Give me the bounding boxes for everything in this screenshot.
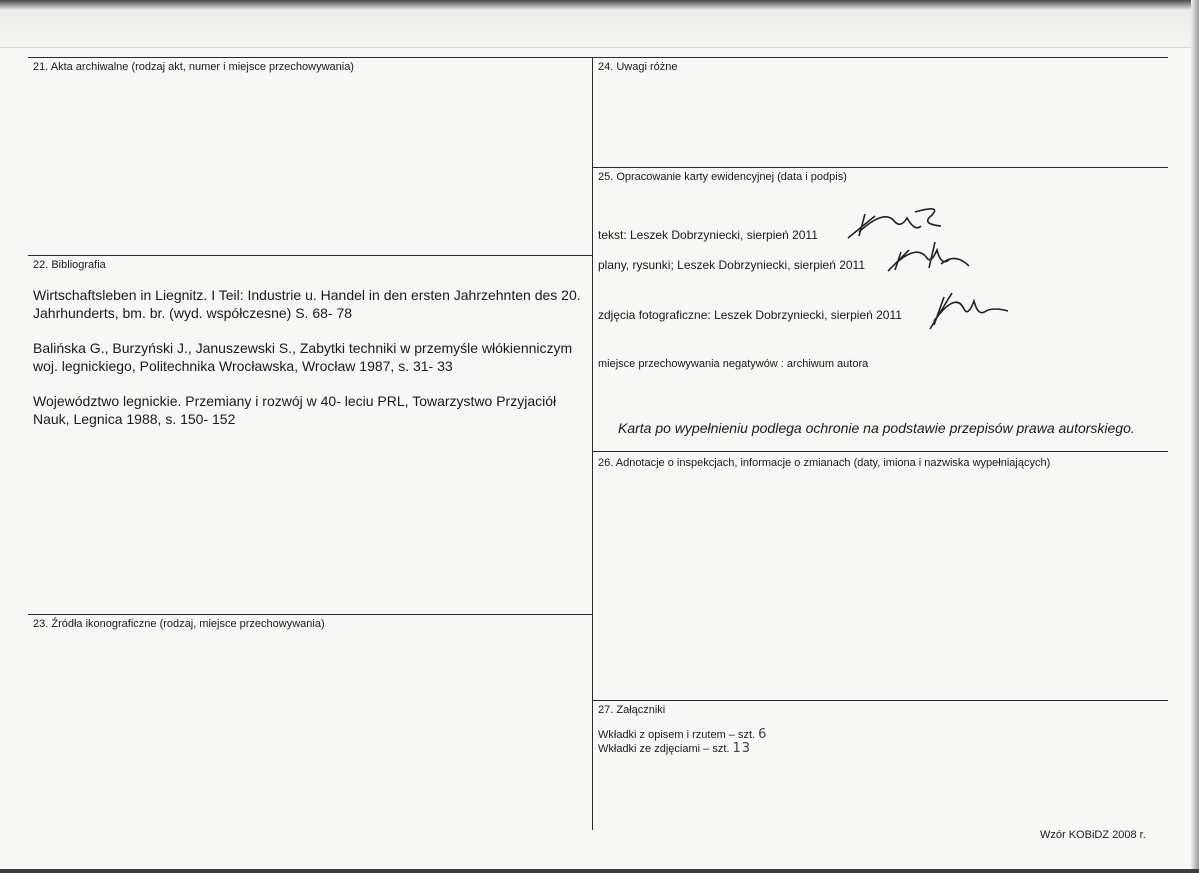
bibliography-list bbox=[33, 286, 591, 445]
divider-25 bbox=[592, 167, 1168, 168]
section-21-title: 21. Akta archiwalne (rodzaj akt, numer i miejsce przechowywania) bbox=[33, 61, 354, 73]
signature-2 bbox=[885, 238, 975, 274]
bibliography-entry: Wirtschaftsleben in Liegnitz. I Teil: Industrie u. Handel in den ersten Jahrzehnten des 20. Jahrhunderts, bm. br. (wyd. współczesne) S. 68- 78 bbox=[33, 287, 581, 321]
divider-22 bbox=[28, 255, 592, 256]
attachments-line-1-count: 6 bbox=[758, 727, 768, 742]
divider-27 bbox=[592, 700, 1168, 701]
bibliography-entry: Balińska G., Burzyński J., Januszewski S., Zabytki techniki w przemyśle włókienniczym woj. legnickiego, Politechnika Wrocławska, Wrocław 1987, s. 31- 33 bbox=[33, 340, 573, 374]
author-plans-line: plany, rysunki; Leszek Dobrzyniecki, sierpień 2011 bbox=[598, 258, 866, 272]
attachments-line-1 bbox=[598, 728, 767, 742]
copyright-notice: Karta po wypełnieniu podlega ochronie na podstawie przepisów prawa autorskiego. bbox=[618, 420, 1135, 436]
scan-right-edge bbox=[1191, 0, 1199, 873]
attachments-line-2-count: 13 bbox=[732, 741, 752, 756]
negatives-location-line: miejsce przechowywania negatywów : archiwum autora bbox=[598, 358, 869, 370]
scan-bottom-edge bbox=[0, 869, 1199, 873]
divider-21 bbox=[28, 57, 592, 58]
divider-24 bbox=[592, 57, 1168, 58]
attachments-line-2 bbox=[598, 742, 751, 756]
scan-top-band bbox=[0, 0, 1199, 48]
section-24-title: 24. Uwagi różne bbox=[598, 61, 678, 73]
bibliography-entry: Województwo legnickie. Przemiany i rozwój w 40- leciu PRL, Towarzystwo Przyjaciół Nauk, Legnica 1988, s. 150- 152 bbox=[33, 393, 557, 427]
section-25-title: 25. Opracowanie karty ewidencyjnej (data i podpis) bbox=[598, 171, 847, 183]
attachments-line-2-label: Wkładki ze zdjęciami – szt. bbox=[598, 743, 730, 755]
signature-1 bbox=[845, 202, 945, 242]
section-26-title: 26. Adnotacje o inspekcjach, informacje o zmianach (daty, imiona i nazwiska wypełniających) bbox=[598, 457, 1051, 469]
attachments-line-1-label: Wkładki z opisem i rzutem – szt. bbox=[598, 729, 756, 741]
form-template-footer: Wzór KOBiDZ 2008 r. bbox=[1040, 829, 1146, 841]
signature-3 bbox=[928, 287, 1010, 331]
scan-top-line bbox=[0, 47, 1199, 48]
divider-26 bbox=[592, 451, 1168, 452]
column-divider bbox=[592, 57, 593, 830]
author-text-line: tekst: Leszek Dobrzyniecki, sierpień 2011 bbox=[598, 228, 818, 242]
section-22-title: 22. Bibliografia bbox=[33, 259, 106, 271]
section-23-title: 23. Źródła ikonograficzne (rodzaj, miejsce przechowywania) bbox=[33, 618, 325, 630]
divider-23 bbox=[28, 614, 592, 615]
author-photos-line: zdjęcia fotograficzne: Leszek Dobrzyniecki, sierpień 2011 bbox=[598, 308, 902, 322]
section-27-title: 27. Załączniki bbox=[598, 704, 666, 716]
